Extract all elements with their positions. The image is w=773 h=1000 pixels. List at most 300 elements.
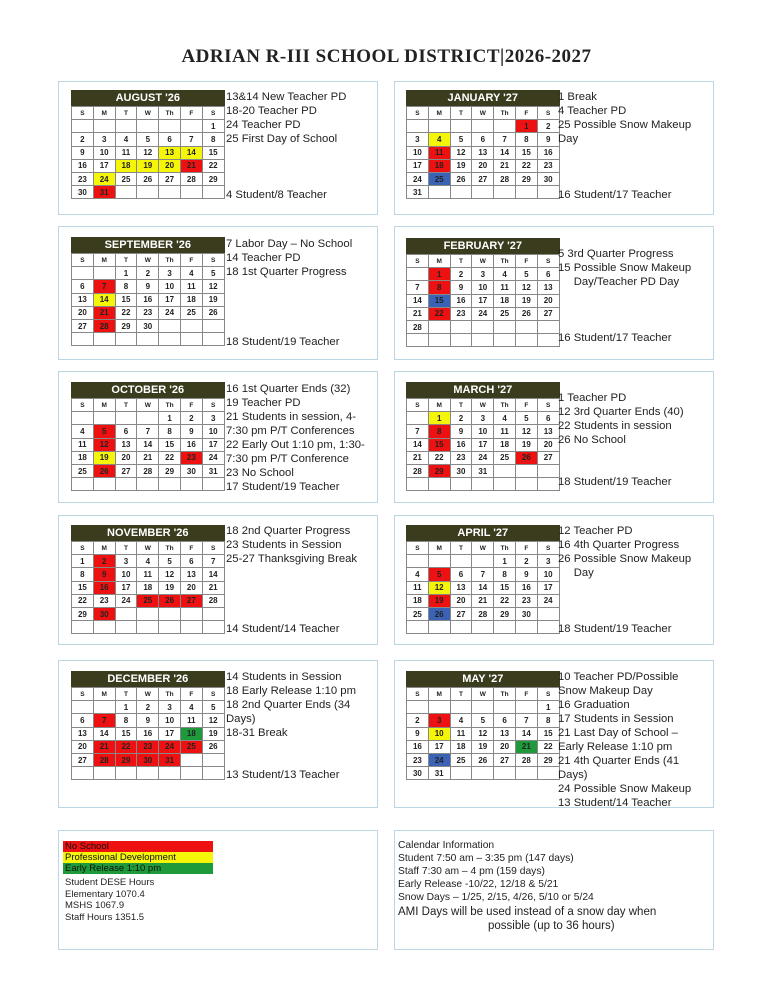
empty-cell [115,120,137,133]
empty-cell [159,319,181,332]
calendar-note: 21 Students in session, 4- [226,411,356,423]
day-cell: 25 [494,451,516,464]
day-cell: 11 [180,714,202,727]
calendar-note: 16 Graduation [558,699,630,711]
day-cell: 23 [515,594,537,607]
empty-cell [115,621,137,634]
day-cell: 9 [137,280,159,293]
month-grid [406,398,560,491]
day-cell: 2 [93,555,115,568]
weekday-label: S [72,688,94,701]
day-cell: 15 [494,581,516,594]
weekday-label: S [202,254,224,267]
day-cell: 11 [115,146,137,159]
empty-cell [202,186,224,199]
calendar-note: 25 First Day of School [226,133,338,145]
calendar-note: 25-27 Thanksgiving Break [226,553,358,565]
empty-cell [450,320,472,333]
calendar-note: 18 2nd Quarter Ends (34 [226,699,351,711]
weekday-label: W [472,107,494,120]
notes-december [226,670,356,782]
day-cell: 19 [450,159,472,172]
day-cell: 16 [137,293,159,306]
weekday-label: S [407,542,429,555]
empty-cell [428,334,450,347]
empty-cell [472,701,494,714]
empty-cell [202,753,224,766]
calendar-note: 16 Student/17 Teacher [558,332,672,344]
day-cell: 1 [159,412,181,425]
day-cell: 16 [450,294,472,307]
day-cell: 4 [428,133,450,146]
empty-cell [428,186,450,199]
calendar-note: 13 Student/13 Teacher [226,769,340,781]
day-cell: 3 [202,412,224,425]
day-cell: 16 [72,159,94,172]
empty-cell [159,333,181,346]
day-cell: 29 [159,464,181,477]
day-cell: 18 [494,438,516,451]
weekday-label: S [407,399,429,412]
calendar-note: 17 Students in Session [558,713,674,725]
weekday-label: S [202,107,224,120]
empty-cell [494,621,516,634]
day-cell: 9 [72,146,94,159]
calendar-note [558,146,691,160]
day-cell: 12 [202,714,224,727]
empty-cell [93,767,115,780]
day-cell: 17 [472,438,494,451]
day-cell: 18 [137,581,159,594]
day-cell: 5 [428,568,450,581]
day-cell: 7 [180,133,202,146]
notes-april [558,524,691,636]
weekday-label: S [72,399,94,412]
calendar-note: 18 1st Quarter Progress [226,266,347,278]
day-cell: 2 [450,268,472,281]
day-cell: 3 [428,714,450,727]
day-cell: 19 [202,727,224,740]
day-cell: 3 [472,268,494,281]
day-cell: 11 [407,581,429,594]
day-cell: 23 [137,306,159,319]
empty-cell [180,186,202,199]
day-cell: 26 [428,607,450,620]
weekday-label: Th [494,107,516,120]
day-cell: 10 [115,568,137,581]
empty-cell [428,478,450,491]
day-cell: 28 [407,320,429,333]
weekday-label: S [537,399,559,412]
day-cell: 25 [494,307,516,320]
day-cell: 9 [515,568,537,581]
calendar-note: 14 Student/14 Teacher [226,623,340,635]
day-cell: 12 [472,727,494,740]
empty-cell [537,334,559,347]
calendar-note [558,461,684,475]
info-line: Staff 7:30 am – 4 pm (159 days) [398,865,545,877]
day-cell: 6 [494,714,516,727]
page-title: ADRIAN R-III SCHOOL DISTRICT|2026-2027 [181,46,592,67]
day-cell: 20 [159,159,181,172]
calendar-note [226,580,357,594]
empty-cell [537,607,559,620]
calendar-note [226,740,356,754]
empty-cell [115,607,137,620]
day-cell: 8 [515,133,537,146]
day-cell: 21 [407,451,429,464]
weekday-label: W [472,542,494,555]
calendar-note: 1 Break [558,91,597,103]
day-cell: 16 [137,727,159,740]
day-cell: 13 [72,293,94,306]
calendar-note: 23 Students in Session [226,539,342,551]
day-cell: 24 [472,307,494,320]
day-cell: 18 [407,594,429,607]
empty-cell [428,120,450,133]
empty-cell [472,555,494,568]
calendar-note: 7 Labor Day – No School [226,238,353,250]
day-cell: 29 [72,607,94,620]
empty-cell [202,621,224,634]
weekday-label: T [115,542,137,555]
empty-cell [180,478,202,491]
empty-cell [537,464,559,477]
weekday-label: T [450,255,472,268]
day-cell: 2 [537,120,559,133]
weekday-label: F [515,688,537,701]
calendar-note [226,279,352,293]
empty-cell [137,186,159,199]
day-cell: 12 [137,146,159,159]
day-cell: 3 [537,555,559,568]
day-cell: 10 [472,281,494,294]
empty-cell [115,478,137,491]
day-cell: 14 [515,727,537,740]
day-cell: 10 [407,146,429,159]
day-cell: 24 [115,594,137,607]
calendar-note: 18 Student/19 Teacher [226,336,340,348]
empty-cell [180,621,202,634]
month-grid [71,398,225,491]
weekday-label: T [115,254,137,267]
day-cell: 26 [515,451,537,464]
day-cell: 31 [202,464,224,477]
calendar-note [226,754,356,768]
weekday-label: W [472,688,494,701]
day-cell: 3 [472,412,494,425]
day-cell: 6 [115,425,137,438]
info-line: Snow Days – 1/25, 2/15, 4/26, 5/10 or 5/24 [398,891,594,903]
calendar-note: 24 Teacher PD [226,119,301,131]
calendar-note: 16 Student/17 Teacher [558,189,672,201]
calendar-note [558,317,691,331]
day-cell: 17 [202,438,224,451]
day-cell: 20 [72,306,94,319]
calendar-note [226,608,357,622]
day-cell: 10 [537,568,559,581]
day-cell: 20 [537,294,559,307]
empty-cell [159,120,181,133]
weekday-label: T [450,688,472,701]
day-cell: 9 [407,727,429,740]
calendar-note: Days) [558,769,588,781]
calendar-note: Snow Makeup Day [558,685,653,697]
day-cell: 24 [407,172,429,185]
day-cell: 29 [202,172,224,185]
day-cell: 19 [93,451,115,464]
calendar-note: 26 No School [558,434,626,446]
day-cell: 24 [159,740,181,753]
empty-cell [180,333,202,346]
day-cell: 20 [72,740,94,753]
empty-cell [137,607,159,620]
empty-cell [407,701,429,714]
day-cell: 3 [159,701,181,714]
day-cell: 28 [93,319,115,332]
calendar-note: 18 2nd Quarter Progress [226,525,351,537]
day-cell: 14 [202,568,224,581]
empty-cell [428,320,450,333]
calendar-note [226,293,352,307]
day-cell: 8 [159,425,181,438]
day-cell: 18 [180,727,202,740]
day-cell: 17 [115,581,137,594]
day-cell: 10 [159,714,181,727]
day-cell: 22 [515,159,537,172]
day-cell: 12 [93,438,115,451]
weekday-label: F [180,107,202,120]
day-cell: 1 [428,412,450,425]
day-cell: 27 [537,307,559,320]
weekday-label: M [428,255,450,268]
empty-cell [494,767,516,780]
weekday-label: Th [494,688,516,701]
calendar-note: 15 Possible Snow Makeup [558,262,692,274]
empty-cell [72,333,94,346]
day-cell: 18 [494,294,516,307]
calendar-february [406,238,560,347]
empty-cell [407,268,429,281]
empty-cell [202,478,224,491]
calendar-note: 18 Student/19 Teacher [558,476,672,488]
day-cell: 9 [537,133,559,146]
day-cell: 27 [159,172,181,185]
dese-line: MSHS 1067.9 [65,900,125,912]
day-cell: 19 [515,294,537,307]
weekday-label: T [115,399,137,412]
day-cell: 21 [180,159,202,172]
day-cell: 30 [537,172,559,185]
day-cell: 30 [137,753,159,766]
empty-cell [72,120,94,133]
calendar-note: 13&14 New Teacher PD [226,91,347,103]
calendar-note [226,146,346,160]
month-name: JANUARY '27 [406,90,560,106]
month-grid [71,541,225,634]
day-cell: 7 [407,281,429,294]
notes-november [226,524,357,636]
day-cell: 12 [515,425,537,438]
weekday-label: F [515,399,537,412]
day-cell: 31 [93,186,115,199]
empty-cell [407,621,429,634]
day-cell: 30 [137,319,159,332]
day-cell: 5 [515,268,537,281]
calendar-april [406,525,560,634]
empty-cell [93,478,115,491]
day-cell: 7 [515,714,537,727]
empty-cell [137,478,159,491]
day-cell: 20 [494,740,516,753]
day-cell: 21 [472,594,494,607]
day-cell: 25 [180,306,202,319]
empty-cell [407,412,429,425]
day-cell: 27 [494,753,516,766]
day-cell: 24 [537,594,559,607]
month-name: FEBRUARY '27 [406,238,560,254]
empty-cell [202,319,224,332]
calendar-note: 12 Teacher PD [558,525,633,537]
day-cell: 5 [159,555,181,568]
day-cell: 16 [450,438,472,451]
day-cell: 8 [115,714,137,727]
day-cell: 16 [407,740,429,753]
weekday-label: Th [159,399,181,412]
empty-cell [72,701,94,714]
empty-cell [515,464,537,477]
day-cell: 5 [515,412,537,425]
day-cell: 5 [93,425,115,438]
calendar-note: 26 Possible Snow Makeup [558,553,692,565]
day-cell: 1 [115,267,137,280]
day-cell: 15 [428,294,450,307]
calendar-note: Day [558,133,579,145]
day-cell: 5 [202,267,224,280]
calendar-note: Day/Teacher PD Day [558,276,680,288]
day-cell: 6 [450,568,472,581]
day-cell: 22 [115,306,137,319]
day-cell: 17 [159,727,181,740]
day-cell: 3 [159,267,181,280]
day-cell: 8 [428,281,450,294]
weekday-label: F [515,255,537,268]
day-cell: 13 [115,438,137,451]
weekday-label: M [93,688,115,701]
day-cell: 21 [202,581,224,594]
empty-cell [115,186,137,199]
empty-cell [450,701,472,714]
month-grid [406,254,560,347]
day-cell: 8 [115,280,137,293]
day-cell: 17 [407,159,429,172]
day-cell: 29 [494,607,516,620]
day-cell: 25 [180,740,202,753]
day-cell: 25 [137,594,159,607]
empty-cell [137,412,159,425]
empty-cell [407,555,429,568]
day-cell: 22 [202,159,224,172]
empty-cell [472,767,494,780]
day-cell: 16 [537,146,559,159]
day-cell: 7 [407,425,429,438]
calendar-note [226,174,346,188]
empty-cell [450,334,472,347]
day-cell: 13 [72,727,94,740]
empty-cell [428,621,450,634]
day-cell: 15 [515,146,537,159]
day-cell: 30 [515,607,537,620]
empty-cell [515,767,537,780]
day-cell: 26 [93,464,115,477]
day-cell: 9 [180,425,202,438]
day-cell: 4 [115,133,137,146]
day-cell: 2 [137,267,159,280]
month-name: SEPTEMBER '26 [71,237,225,253]
day-cell: 27 [472,172,494,185]
day-cell: 18 [72,451,94,464]
info-ami-line: AMI Days will be used instead of a snow day when [398,905,657,918]
day-cell: 9 [450,281,472,294]
empty-cell [537,186,559,199]
empty-cell [180,120,202,133]
empty-cell [450,621,472,634]
day-cell: 19 [515,438,537,451]
empty-cell [180,319,202,332]
day-cell: 1 [537,701,559,714]
day-cell: 13 [537,425,559,438]
empty-cell [93,701,115,714]
legend-no-school: No School [63,841,213,852]
day-cell: 6 [159,133,181,146]
weekday-label: S [202,688,224,701]
month-grid [406,541,560,634]
day-cell: 18 [428,159,450,172]
calendar-note: 17 Student/19 Teacher [226,481,340,493]
weekday-label: Th [159,688,181,701]
day-cell: 24 [202,451,224,464]
day-cell: 13 [472,146,494,159]
empty-cell [202,607,224,620]
day-cell: 28 [494,172,516,185]
day-cell: 7 [494,133,516,146]
weekday-label: M [428,107,450,120]
day-cell: 27 [450,607,472,620]
info-line: Calendar Information [398,840,495,851]
empty-cell [472,334,494,347]
weekday-label: M [428,688,450,701]
day-cell: 4 [137,555,159,568]
weekday-label: M [428,542,450,555]
day-cell: 14 [93,727,115,740]
day-cell: 18 [450,740,472,753]
day-cell: 23 [72,172,94,185]
calendar-note [558,447,684,461]
day-cell: 25 [115,172,137,185]
month-grid [406,687,560,780]
weekday-label: W [472,255,494,268]
weekday-label: S [537,688,559,701]
calendar-note: 19 Teacher PD [226,397,301,409]
legend-professional-development: Professional Development [63,852,213,863]
calendar-december [71,671,225,780]
empty-cell [515,334,537,347]
day-cell: 22 [115,740,137,753]
day-cell: 2 [72,133,94,146]
weekday-label: S [407,688,429,701]
day-cell: 3 [115,555,137,568]
day-cell: 12 [202,280,224,293]
